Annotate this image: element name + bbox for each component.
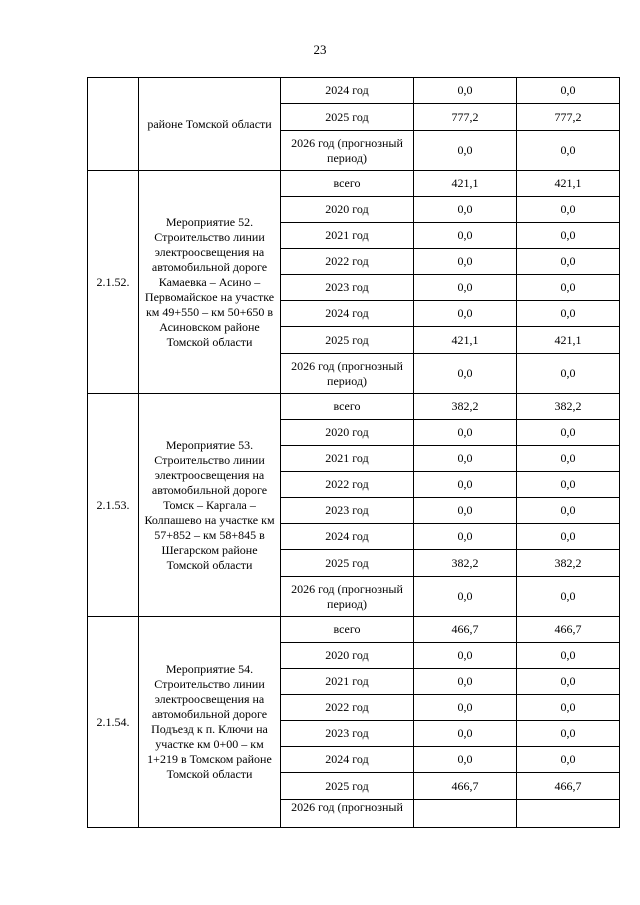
value-cell: 0,0 (517, 446, 620, 472)
value-cell: 0,0 (517, 249, 620, 275)
year-cell: 2024 год (281, 747, 414, 773)
value-cell: 0,0 (517, 472, 620, 498)
value-cell: 0,0 (414, 498, 517, 524)
value-cell: 0,0 (414, 446, 517, 472)
value-cell: 0,0 (414, 524, 517, 550)
measure-name-cell: Мероприятие 54. Строительство линии электроосвещения на автомобильной дороге Подъезд к п. Ключи на участке км 0+00 – км 1+219 в Томском районе Томской области (139, 617, 281, 828)
table-row (88, 617, 620, 643)
year-cell: 2026 год (прогнозный период) (281, 354, 414, 394)
table-row (88, 78, 620, 104)
value-cell: 0,0 (517, 747, 620, 773)
measure-name-cell: Мероприятие 52. Строительство линии электроосвещения на автомобильной дороге Камаевка – Асино – Первомайское на участке км 49+550 – км 50+650 в Асиновском районе Томской области (139, 171, 281, 394)
year-cell: 2026 год (прогнозный период) (281, 131, 414, 171)
value-cell: 382,2 (414, 394, 517, 420)
value-cell: 0,0 (414, 695, 517, 721)
value-cell: 466,7 (414, 617, 517, 643)
year-cell: 2022 год (281, 695, 414, 721)
value-cell: 777,2 (517, 104, 620, 131)
year-cell: 2021 год (281, 223, 414, 249)
year-cell: 2020 год (281, 643, 414, 669)
year-cell: всего (281, 394, 414, 420)
value-cell: 0,0 (414, 721, 517, 747)
measure-name-cell: Мероприятие 53. Строительство линии электроосвещения на автомобильной дороге Томск – Каргала – Колпашево на участке км 57+852 – км 58+845 в Шегарском районе Томской области (139, 394, 281, 617)
value-cell (517, 800, 620, 828)
year-cell: 2020 год (281, 420, 414, 446)
value-cell: 0,0 (414, 223, 517, 249)
measure-name-cell: районе Томской области (139, 78, 281, 171)
row-number-cell: 2.1.52. (88, 171, 139, 394)
row-number-cell: 2.1.53. (88, 394, 139, 617)
value-cell: 0,0 (517, 131, 620, 171)
value-cell: 0,0 (414, 577, 517, 617)
year-cell: 2021 год (281, 669, 414, 695)
value-cell: 0,0 (414, 420, 517, 446)
value-cell: 0,0 (517, 669, 620, 695)
year-cell: 2025 год (281, 104, 414, 131)
year-cell: 2024 год (281, 301, 414, 327)
value-cell: 466,7 (517, 617, 620, 643)
year-cell: 2021 год (281, 446, 414, 472)
value-cell: 421,1 (517, 171, 620, 197)
value-cell: 421,1 (414, 327, 517, 354)
year-cell: всего (281, 171, 414, 197)
value-cell: 0,0 (517, 78, 620, 104)
year-cell: 2022 год (281, 472, 414, 498)
year-cell: 2025 год (281, 550, 414, 577)
year-cell: 2025 год (281, 773, 414, 800)
value-cell: 0,0 (517, 498, 620, 524)
value-cell: 0,0 (517, 223, 620, 249)
value-cell: 0,0 (517, 643, 620, 669)
value-cell (414, 800, 517, 828)
page-number: 23 (313, 42, 327, 57)
value-cell: 0,0 (414, 301, 517, 327)
year-cell: 2026 год (прогнозный (281, 800, 414, 828)
year-cell: 2024 год (281, 78, 414, 104)
year-cell: 2022 год (281, 249, 414, 275)
year-cell: 2020 год (281, 197, 414, 223)
year-cell: 2024 год (281, 524, 414, 550)
year-cell: всего (281, 617, 414, 643)
table-row (88, 171, 620, 197)
value-cell: 0,0 (414, 747, 517, 773)
value-cell: 466,7 (414, 773, 517, 800)
budget-table (87, 77, 620, 828)
year-cell: 2023 год (281, 275, 414, 301)
value-cell: 0,0 (517, 420, 620, 446)
row-number-cell: 2.1.54. (88, 617, 139, 828)
year-cell: 2023 год (281, 498, 414, 524)
value-cell: 0,0 (517, 301, 620, 327)
value-cell: 466,7 (517, 773, 620, 800)
value-cell: 382,2 (517, 550, 620, 577)
value-cell: 421,1 (414, 171, 517, 197)
value-cell: 0,0 (517, 524, 620, 550)
year-cell: 2025 год (281, 327, 414, 354)
value-cell: 0,0 (414, 472, 517, 498)
year-cell: 2023 год (281, 721, 414, 747)
value-cell: 382,2 (517, 394, 620, 420)
value-cell: 0,0 (414, 669, 517, 695)
value-cell: 777,2 (414, 104, 517, 131)
value-cell: 0,0 (517, 197, 620, 223)
budget-table-body (88, 78, 620, 828)
value-cell: 421,1 (517, 327, 620, 354)
value-cell: 0,0 (517, 695, 620, 721)
value-cell: 0,0 (414, 78, 517, 104)
value-cell: 0,0 (414, 354, 517, 394)
value-cell: 382,2 (414, 550, 517, 577)
value-cell: 0,0 (517, 275, 620, 301)
value-cell: 0,0 (414, 249, 517, 275)
value-cell: 0,0 (517, 721, 620, 747)
value-cell: 0,0 (414, 275, 517, 301)
value-cell: 0,0 (517, 577, 620, 617)
value-cell: 0,0 (517, 354, 620, 394)
table-row (88, 394, 620, 420)
value-cell: 0,0 (414, 131, 517, 171)
year-cell: 2026 год (прогнозный период) (281, 577, 414, 617)
row-number-cell (88, 78, 139, 171)
value-cell: 0,0 (414, 643, 517, 669)
value-cell: 0,0 (414, 197, 517, 223)
